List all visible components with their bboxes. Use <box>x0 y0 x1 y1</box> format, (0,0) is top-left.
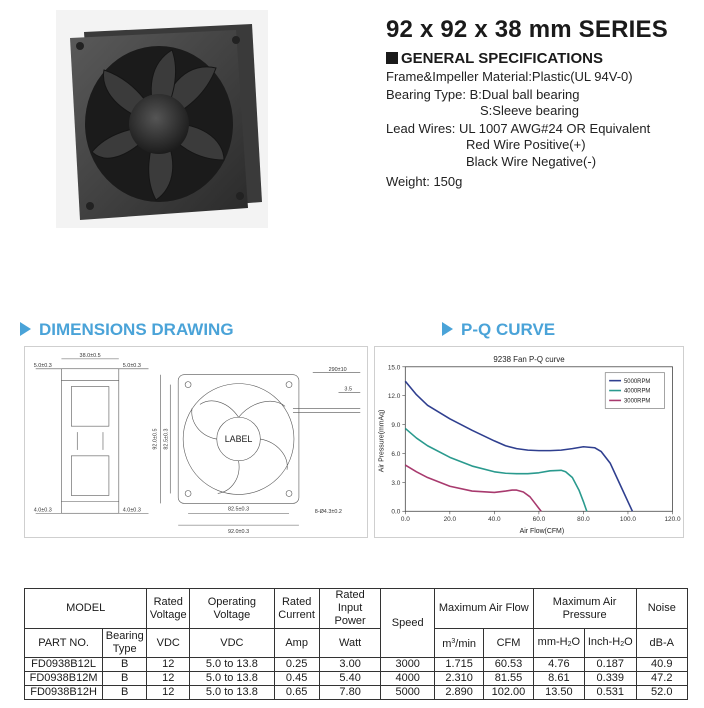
triangle-bullet-icon <box>20 322 31 336</box>
cell-speed: 4000 <box>381 672 434 686</box>
x-tick-label: 60.0 <box>532 516 546 524</box>
cell-pressure-inch: 0.339 <box>585 672 636 686</box>
cell-bearing: B <box>103 686 147 700</box>
x-tick-label: 40.0 <box>488 516 501 524</box>
header-model: MODEL <box>25 589 147 629</box>
drawing-label-text: LABEL <box>224 434 253 444</box>
dim-mounting-holes: 8-Ø4.3±0.2 <box>314 509 342 516</box>
header-vdc-operating: VDC <box>190 629 274 658</box>
y-tick-label: 12.0 <box>387 393 401 401</box>
cell-speed: 5000 <box>381 686 434 700</box>
cell-pressure-mm: 8.61 <box>533 672 584 686</box>
cell-airflow-m3: 1.715 <box>434 658 483 672</box>
cell-input-power: 3.00 <box>319 658 381 672</box>
dim-height-inner: 82.5±0.3 <box>163 428 170 450</box>
y-tick-label: 3.0 <box>391 479 401 487</box>
spec-lead-wires: Lead Wires: UL 1007 AWG#24 OR Equivalent <box>386 121 651 136</box>
series-title: 92 x 92 x 38 mm SERIES <box>386 16 668 43</box>
dimensions-drawing-heading <box>20 320 234 340</box>
cell-pressure-inch: 0.531 <box>585 686 636 700</box>
dim-top-width: 38.0±0.5 <box>79 352 101 359</box>
header-mm-h2o <box>533 629 584 658</box>
header-rated-input-power: Rated Input Power <box>319 589 381 629</box>
spec-red-wire: Red Wire Positive(+) <box>466 137 586 152</box>
dim-wire-strip: 3.5 <box>344 386 352 393</box>
x-tick-label: 100.0 <box>619 516 636 524</box>
cell-noise: 40.9 <box>636 658 688 672</box>
cell-input-power: 5.40 <box>319 672 381 686</box>
header-speed: Speed <box>381 589 434 658</box>
cell-operating-voltage: 5.0 to 13.8 <box>190 672 274 686</box>
cell-operating-voltage: 5.0 to 13.8 <box>190 686 274 700</box>
table-row <box>25 672 688 686</box>
cell-rated-current: 0.65 <box>274 686 319 700</box>
cell-pressure-inch: 0.187 <box>585 658 636 672</box>
spec-bearing-sleeve: S:Sleeve bearing <box>480 103 580 118</box>
header-part-no: PART NO. <box>25 629 103 658</box>
header-rated-current: Rated Current <box>274 589 319 629</box>
fan-product-photo <box>56 10 268 228</box>
pq-heading-text: P-Q CURVE <box>461 320 556 339</box>
spec-bearing-type: Bearing Type: B:Dual ball bearing <box>386 87 580 102</box>
dim-bottom-left: 4.0±0.3 <box>33 507 52 514</box>
cell-input-power: 7.80 <box>319 686 381 700</box>
x-tick-label: 120.0 <box>664 516 681 524</box>
cell-operating-voltage: 5.0 to 13.8 <box>190 658 274 672</box>
cell-pressure-mm: 4.76 <box>533 658 584 672</box>
spec-heading-text: GENERAL SPECIFICATIONS <box>401 50 603 67</box>
x-tick-label: 0.0 <box>400 516 410 524</box>
table-row <box>25 686 688 700</box>
cell-part-no: FD0938B12L <box>25 658 103 672</box>
pq-curve-chart <box>374 346 684 538</box>
dimensions-heading-text: DIMENSIONS DRAWING <box>39 320 234 339</box>
inchh2o-b: O <box>624 635 633 648</box>
series-line-5000rpm <box>405 381 632 511</box>
spec-material: Frame&Impeller Material:Plastic(UL 94V-0) <box>386 69 633 84</box>
table-row <box>25 658 688 672</box>
cell-airflow-m3: 2.310 <box>434 672 483 686</box>
header-amp: Amp <box>274 629 319 658</box>
cell-rated-voltage: 12 <box>147 686 190 700</box>
spec-weight: Weight: 150g <box>386 174 463 189</box>
x-tick-label: 20.0 <box>443 516 457 524</box>
header-dba: dB-A <box>636 629 688 658</box>
header-vdc-rated: VDC <box>147 629 190 658</box>
cell-part-no: FD0938B12H <box>25 686 103 700</box>
dimensions-drawing <box>24 346 368 538</box>
header-watt: Watt <box>319 629 381 658</box>
specification-table <box>24 588 688 700</box>
legend-entry: 5000RPM <box>624 378 651 385</box>
cell-rated-voltage: 12 <box>147 658 190 672</box>
header-inch-h2o <box>585 629 636 658</box>
cell-bearing: B <box>103 672 147 686</box>
cell-bearing: B <box>103 658 147 672</box>
cell-noise: 47.2 <box>636 672 688 686</box>
header-noise: Noise <box>636 589 688 629</box>
cell-airflow-cfm: 102.00 <box>484 686 533 700</box>
y-tick-label: 9.0 <box>391 422 401 430</box>
legend-entry: 3000RPM <box>624 398 651 405</box>
header-bearing-type: Bearing Type <box>103 629 147 658</box>
dim-left-flange: 5.0±0.3 <box>33 362 52 369</box>
dim-wire-length: 290±10 <box>328 366 347 373</box>
dim-bottom-right: 4.0±0.3 <box>122 507 141 514</box>
general-specifications-heading <box>386 50 603 67</box>
m3-unit-exponent: 3 <box>451 638 456 645</box>
dim-height-outer: 92.0±0.5 <box>152 428 159 450</box>
cell-speed: 3000 <box>381 658 434 672</box>
header-max-air-pressure: Maximum Air Pressure <box>533 589 636 629</box>
dim-width-outer: 92.0±0.3 <box>227 529 250 536</box>
chart-y-axis-label: Air Pressure(mmAq) <box>378 409 386 473</box>
triangle-bullet-icon <box>442 322 453 336</box>
y-tick-label: 6.0 <box>391 450 401 458</box>
dim-right-flange: 5.0±0.3 <box>122 362 141 369</box>
header-max-air-flow: Maximum Air Flow <box>434 589 533 629</box>
inchh2o-sub: 2 <box>620 640 625 648</box>
x-tick-label: 80.0 <box>577 516 590 524</box>
header-cfm: CFM <box>484 629 533 658</box>
spec-black-wire: Black Wire Negative(-) <box>466 154 597 169</box>
cell-pressure-mm: 13.50 <box>533 686 584 700</box>
cell-part-no: FD0938B12M <box>25 672 103 686</box>
cell-rated-current: 0.25 <box>274 658 319 672</box>
cell-rated-current: 0.45 <box>274 672 319 686</box>
cell-airflow-cfm: 81.55 <box>484 672 533 686</box>
cell-rated-voltage: 12 <box>147 672 190 686</box>
chart-x-axis-label: Air Flow(CFM) <box>519 528 565 536</box>
y-tick-label: 0.0 <box>391 508 401 516</box>
legend-entry: 4000RPM <box>624 388 651 395</box>
inchh2o-a: Inch-H <box>587 635 621 648</box>
y-tick-label: 15.0 <box>387 364 401 372</box>
cell-airflow-cfm: 60.53 <box>484 658 533 672</box>
dim-hole-pitch: 82.5±0.3 <box>227 506 250 513</box>
mmh2o-a: mm-H <box>537 635 568 648</box>
pq-curve-heading <box>442 320 555 340</box>
mmh2o-b: O <box>571 635 581 648</box>
header-rated-voltage: Rated Voltage <box>147 589 190 629</box>
header-m3-per-min <box>434 629 483 658</box>
mmh2o-sub: 2 <box>567 640 572 648</box>
series-line-3000rpm <box>405 465 541 511</box>
chart-title: 9238 Fan P-Q curve <box>493 354 565 364</box>
cell-noise: 52.0 <box>636 686 688 700</box>
header-operating-voltage: Operating Voltage <box>190 589 274 629</box>
m3-unit-tail: /min <box>455 638 477 650</box>
cell-airflow-m3: 2.890 <box>434 686 483 700</box>
m3-unit-base: m <box>442 638 452 650</box>
square-bullet-icon <box>386 52 398 64</box>
